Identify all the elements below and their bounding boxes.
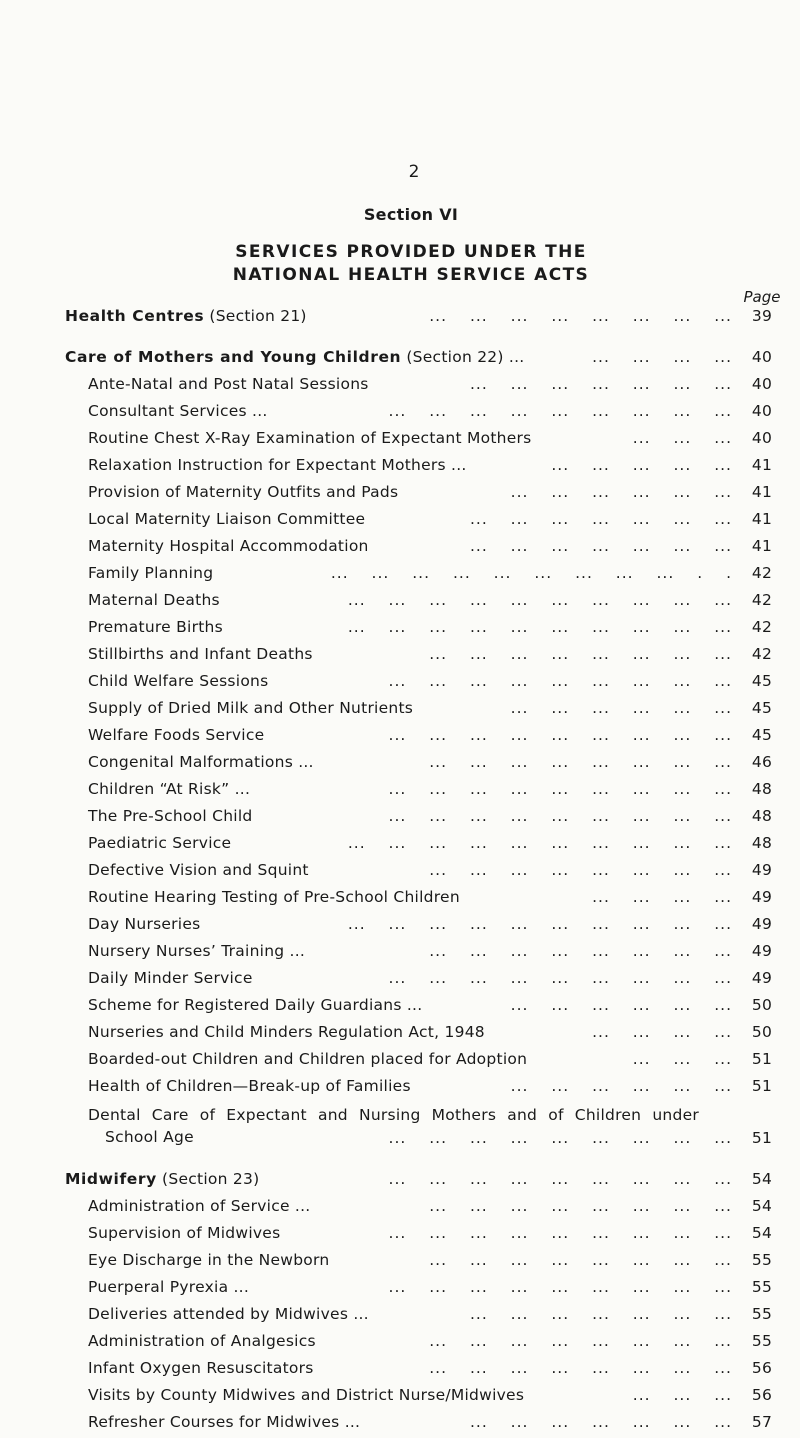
toc-page-number: 49 [751,861,773,879]
toc-page-number: 42 [751,618,773,636]
toc-entry [0,1303,800,1330]
toc-entry-label: Routine Chest X-Ray Examination of Expectant Mothers [88,429,532,447]
dot-leader: ... ... ... ... ... ... ... ... ... [388,1170,732,1188]
toc-page-number: 41 [751,483,773,501]
toc-page-number: 49 [751,969,773,987]
toc-entry-title [88,942,305,960]
toc-page-number: 55 [751,1278,773,1296]
toc-entry-title [88,861,309,879]
toc-entry [0,1276,800,1303]
dot-leader: ... ... ... ... [592,888,732,906]
toc-entry [0,1021,800,1048]
toc-page-number: 57 [751,1413,773,1431]
dot-leader: ... ... ... ... ... ... ... ... ... [388,402,732,420]
toc-section-entry [0,346,800,373]
dot-leader: ... ... ... ... ... ... ... ... [429,645,732,663]
toc-entry-label-continued: School Age [105,1128,194,1146]
toc-entry-label: Maternity Hospital Accommodation [88,537,369,555]
toc-page-number: 42 [751,591,773,609]
toc-page-number: 40 [751,348,773,366]
dot-leader: ... ... ... ... ... ... ... ... [429,861,732,879]
toc-page-number: 48 [751,834,773,852]
toc-entry-label: Administration of Service ... [88,1197,311,1215]
toc-section-entry [0,1168,800,1195]
title-line-1: SERVICES PROVIDED UNDER THE [235,242,587,262]
page-column-label: Page [743,288,781,306]
toc-page-number: 41 [751,456,773,474]
toc-page-number: 55 [751,1305,773,1323]
page-number: 2 [408,162,420,182]
toc-entry-label: Dental Care of Expectant and Nursing Mothers and of Children under [88,1106,699,1124]
dot-leader: ... ... ... ... ... ... ... ... ... [388,969,732,987]
toc-entry [0,1222,800,1249]
dot-leader: ... ... ... ... ... ... ... ... [429,753,732,771]
toc-entry-label: Paediatric Service [88,834,232,852]
toc-entry [0,373,800,400]
dot-leader: ... ... ... ... ... ... ... ... ... [388,1278,732,1296]
dot-leader: ... ... ... [632,1050,732,1068]
toc-entry [0,589,800,616]
toc-entry [0,832,800,859]
dot-leader: ... ... ... ... ... ... ... ... ... ... [347,591,732,609]
toc-entry [0,697,800,724]
toc-entry-title [88,807,252,825]
toc-entry-label: Nurseries and Child Minders Regulation Act, 1948 [88,1023,485,1041]
dot-leader: ... ... ... ... ... ... [510,483,732,501]
toc-entry-title [88,645,313,663]
toc-entry [0,1411,800,1438]
dot-leader: ... ... ... ... ... ... ... ... ... [388,1129,732,1147]
toc-page-number: 49 [751,942,773,960]
toc-page-number: 40 [751,402,773,420]
dot-leader: ... ... ... [632,429,732,447]
toc-entry [0,508,800,535]
toc-entry-heading: Midwifery [65,1170,157,1188]
dot-leader: ... ... ... ... [592,1023,732,1041]
toc-entry-label: Administration of Analgesics [88,1332,316,1350]
dot-leader: ... ... ... ... ... ... ... ... ... [388,726,732,744]
toc-page-number: 45 [751,699,773,717]
toc-entry-label: Relaxation Instruction for Expectant Mothers ... [88,456,467,474]
toc-entry-label: Maternal Deaths [88,591,220,609]
toc-page-number: 51 [751,1129,773,1147]
toc-entry-label: Nursery Nurses’ Training ... [88,942,306,960]
toc-entry-title [88,834,231,852]
toc-entry-title [88,1050,527,1068]
toc-page-number: 46 [751,753,773,771]
toc-entry-title [65,1170,259,1188]
toc-entry-label: Ante-Natal and Post Natal Sessions [88,375,369,393]
toc-entry-label: The Pre-School Child [88,807,253,825]
toc-entry-title [88,591,220,609]
toc-entry [0,643,800,670]
toc-entry-title [88,672,268,690]
toc-entry-title [88,780,250,798]
toc-entry-title [88,483,398,501]
toc-entry-title [88,1305,369,1323]
toc-entry [0,1384,800,1411]
toc-page-number: 40 [751,375,773,393]
dot-leader: ... ... ... ... ... ... ... ... ... [388,807,732,825]
toc-page-number: 41 [751,510,773,528]
toc-entry [0,1102,800,1154]
toc-entry-label: Visits by County Midwives and District Nurse/Midwives [88,1386,525,1404]
title-line-2: NATIONAL HEALTH SERVICE ACTS [232,265,590,285]
toc-entry-label: Puerperal Pyrexia ... [88,1278,250,1296]
toc-entry-title [88,726,264,744]
toc-entry-title [88,1332,316,1350]
toc-entry [0,1357,800,1384]
toc-page-number: 40 [751,429,773,447]
dot-leader: ... ... ... ... ... [551,456,732,474]
toc-entry [0,1048,800,1075]
toc-section-entry [0,305,800,332]
dot-leader: ... ... ... [632,1386,732,1404]
toc-entry [0,859,800,886]
toc-entry-label: Stillbirths and Infant Deaths [88,645,313,663]
toc-entry-title [88,564,213,582]
toc-entry [0,967,800,994]
toc-entry-title [88,1359,314,1377]
toc-entry [0,1075,800,1102]
toc-page-number: 55 [751,1251,773,1269]
toc-page-number: 42 [751,564,773,582]
dot-leader: ... ... ... ... ... ... ... [469,510,732,528]
toc-entry-title [88,1197,310,1215]
dot-leader: ... ... ... ... ... ... ... ... [429,1251,732,1269]
document-title [0,241,800,287]
toc-entry-title [65,307,307,325]
toc-entry-label: Premature Births [88,618,223,636]
toc-entry [0,481,800,508]
toc-entry-label: Daily Minder Service [88,969,253,987]
toc-page-number: 42 [751,645,773,663]
dot-leader: ... ... ... ... ... ... ... [469,1305,732,1323]
toc-page-number: 48 [751,780,773,798]
toc-entry-heading: Care of Mothers and Young Children [65,348,402,366]
toc-entry-title [88,1251,329,1269]
toc-page-number: 51 [751,1050,773,1068]
dot-leader: ... ... ... ... ... ... ... ... [429,307,732,325]
toc-entry-label: Health of Children—Break-up of Families [88,1077,411,1095]
toc-entry-title [88,915,200,933]
toc-entry [0,940,800,967]
toc-entry-label: Provision of Maternity Outfits and Pads [88,483,399,501]
toc-entry-label: Supply of Dried Milk and Other Nutrients [88,699,414,717]
toc-entry-label: Supervision of Midwives [88,1224,281,1242]
toc-entry-label: Consultant Services ... [88,402,268,420]
dot-leader: ... ... ... ... ... ... ... ... [429,1197,732,1215]
toc-entry-title [88,537,369,555]
toc-page-number: 45 [751,726,773,744]
toc-entry-title [88,969,253,987]
toc-entry-title [88,456,467,474]
toc-page-number: 39 [751,307,773,325]
dot-leader: ... ... ... ... ... ... ... [469,375,732,393]
toc-page-number: 49 [751,915,773,933]
toc-page-number: 56 [751,1386,773,1404]
toc-entry-label: Boarded-out Children and Children placed for Adoption [88,1050,528,1068]
toc-entry-title [88,375,369,393]
toc-entry-label: Day Nurseries [88,915,201,933]
toc-page-number: 50 [751,996,773,1014]
toc-entry [0,886,800,913]
dot-leader: ... ... ... ... ... ... ... ... ... [388,672,732,690]
toc-entry [0,724,800,751]
toc-page-number: 54 [751,1197,773,1215]
toc-entry [0,778,800,805]
toc-entry [0,535,800,562]
toc-entry [0,400,800,427]
toc-entry-label: Local Maternity Liaison Committee [88,510,366,528]
dot-leader: ... ... ... ... ... ... ... ... [429,1359,732,1377]
toc-entry-title [88,1413,360,1431]
toc-entry [0,805,800,832]
toc-entry [0,1330,800,1357]
dot-leader: ... ... ... ... ... ... ... ... ... [388,1224,732,1242]
toc-entry-label: Deliveries attended by Midwives ... [88,1305,369,1323]
toc-entry-label: Child Welfare Sessions [88,672,269,690]
toc-entry [0,427,800,454]
toc-entry [0,562,800,589]
toc-entry [0,616,800,643]
toc-entry-label: (Section 22) ... [401,348,525,366]
table-of-contents [0,305,800,1438]
toc-page-number: 54 [751,1224,773,1242]
dot-leader: ... ... ... ... ... ... ... ... ... . . [330,564,732,582]
toc-entry-title [88,1077,411,1095]
toc-entry-title [88,429,531,447]
toc-page-number: 54 [751,1170,773,1188]
toc-entry-label: Welfare Foods Service [88,726,265,744]
toc-entry [0,1249,800,1276]
toc-entry [0,670,800,697]
dot-leader: ... ... ... ... ... ... ... [469,537,732,555]
toc-page-number: 49 [751,888,773,906]
toc-page-number: 51 [751,1077,773,1095]
dot-leader: ... ... ... ... ... ... ... [469,1413,732,1431]
dot-leader: ... ... ... ... ... ... ... ... [429,942,732,960]
dot-leader: ... ... ... ... ... ... [510,699,732,717]
dot-leader: ... ... ... ... ... ... ... ... ... ... [347,834,732,852]
dot-leader: ... ... ... ... ... ... ... ... ... ... [347,915,732,933]
toc-entry-title [88,699,413,717]
toc-entry-label: Family Planning [88,564,214,582]
toc-entry-title [88,1278,249,1296]
toc-entry-title [88,996,422,1014]
toc-entry [0,994,800,1021]
toc-entry-title [88,618,223,636]
toc-entry-label: (Section 23) [156,1170,260,1188]
toc-entry-label: Congenital Malformations ... [88,753,314,771]
toc-entry-title [88,753,314,771]
toc-entry-label: Refresher Courses for Midwives ... [88,1413,361,1431]
toc-entry-label: (Section 21) [204,307,307,325]
toc-entry-heading: Health Centres [65,307,205,325]
toc-page-number: 45 [751,672,773,690]
toc-page-number: 50 [751,1023,773,1041]
toc-entry-label: Routine Hearing Testing of Pre-School Children [88,888,460,906]
toc-page-number: 56 [751,1359,773,1377]
toc-entry-title [88,888,460,906]
toc-entry-label: Children “At Risk” ... [88,780,251,798]
toc-entry-label: Eye Discharge in the Newborn [88,1251,330,1269]
toc-entry [0,454,800,481]
toc-entry-title [88,1224,280,1242]
dot-leader: ... ... ... ... ... ... ... ... ... ... [347,618,732,636]
toc-entry-label: Infant Oxygen Resuscitators [88,1359,314,1377]
toc-entry-title [88,1386,524,1404]
toc-entry [0,1195,800,1222]
section-heading: Section VI [363,205,459,224]
toc-page-number: 55 [751,1332,773,1350]
toc-entry-label: Defective Vision and Squint [88,861,309,879]
dot-leader: ... ... ... ... ... ... [510,1077,732,1095]
toc-entry-title [65,348,524,366]
dot-leader: ... ... ... ... [592,348,732,366]
dot-leader: ... ... ... ... ... ... [510,996,732,1014]
toc-entry [0,751,800,778]
toc-entry [0,913,800,940]
dot-leader: ... ... ... ... ... ... ... ... ... [388,780,732,798]
toc-page-number: 41 [751,537,773,555]
toc-entry-title [88,1023,485,1041]
dot-leader: ... ... ... ... ... ... ... ... [429,1332,732,1350]
toc-entry-title [88,510,365,528]
toc-entry-label: Scheme for Registered Daily Guardians ... [88,996,423,1014]
toc-entry-title [88,402,268,420]
toc-page-number: 48 [751,807,773,825]
